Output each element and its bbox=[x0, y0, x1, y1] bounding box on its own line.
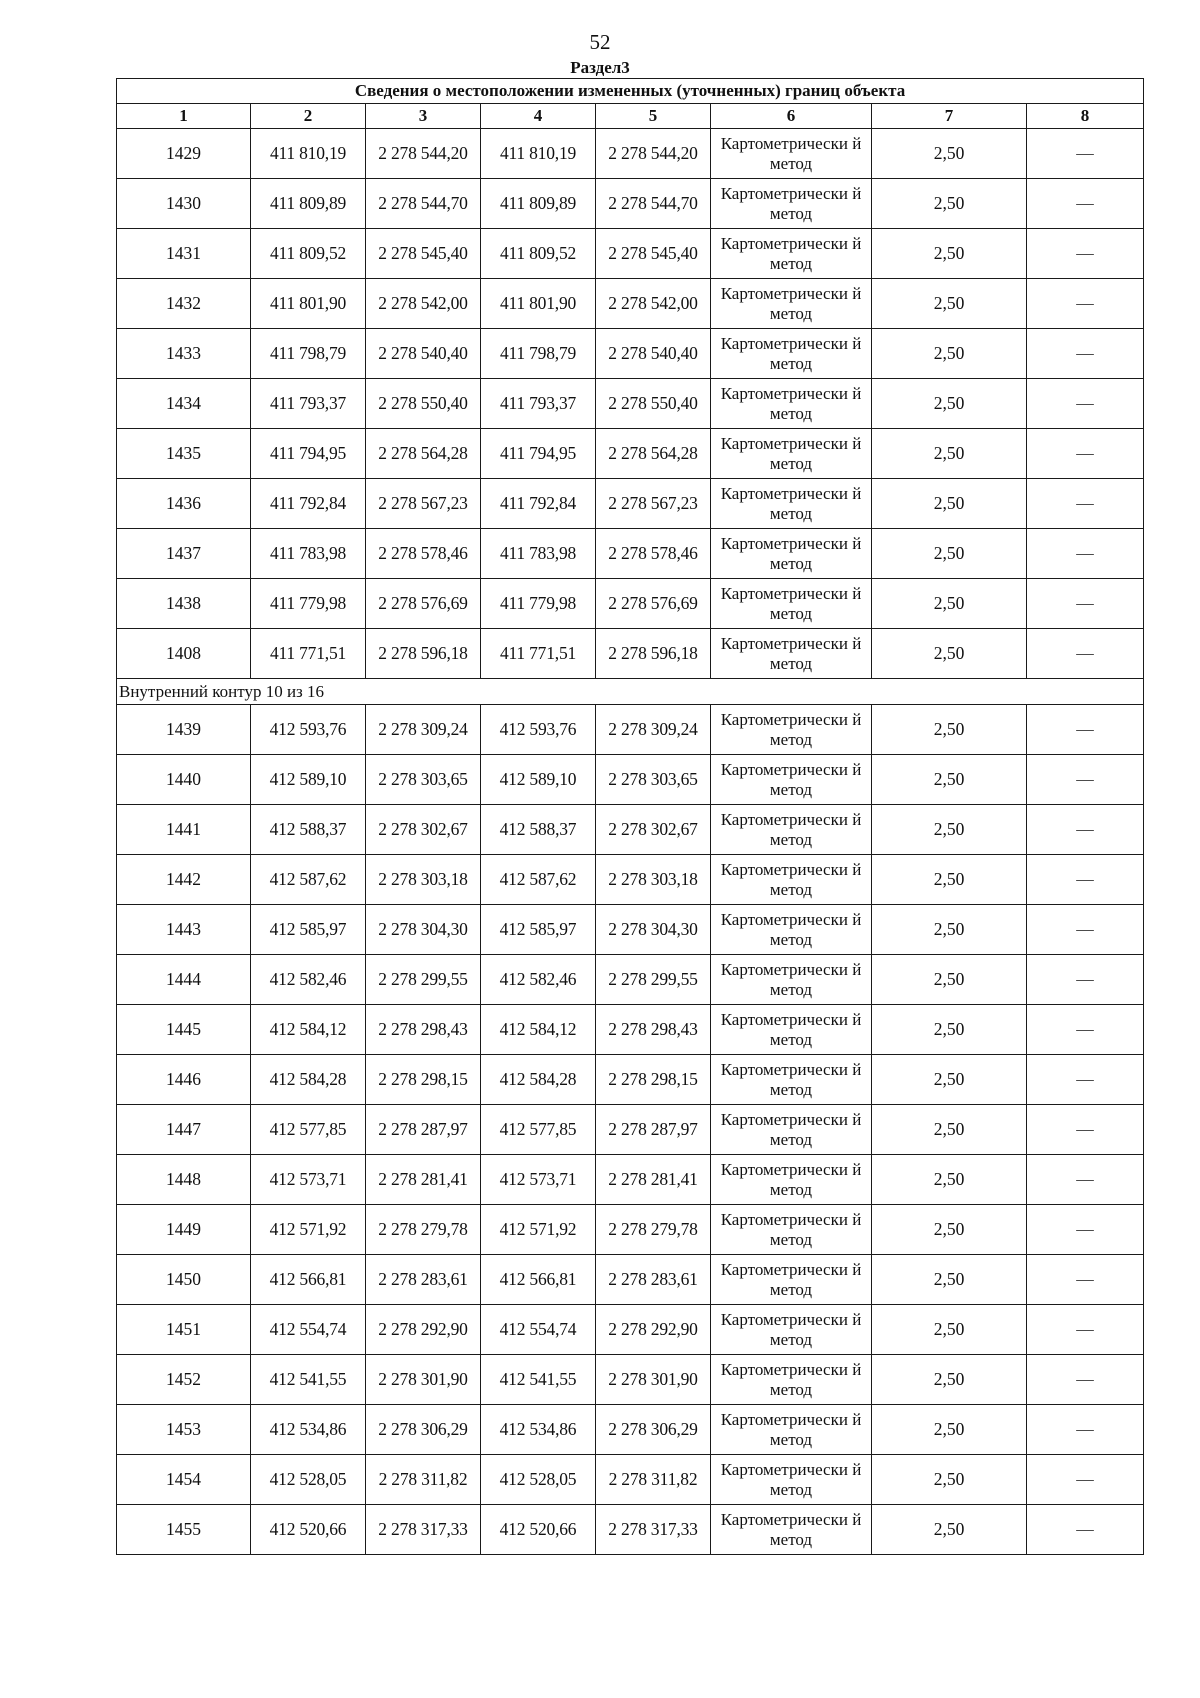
description-cell: — bbox=[1027, 1205, 1144, 1255]
y-coordinate-cell: 2 278 540,40 bbox=[596, 329, 711, 379]
y-coordinate-cell: 2 278 298,43 bbox=[366, 1005, 481, 1055]
method-cell: Картометрически й метод bbox=[711, 479, 872, 529]
column-header: 4 bbox=[481, 104, 596, 129]
x-coordinate-cell: 411 779,98 bbox=[481, 579, 596, 629]
column-header: 6 bbox=[711, 104, 872, 129]
method-cell: Картометрически й метод bbox=[711, 1005, 872, 1055]
description-cell: — bbox=[1027, 1055, 1144, 1105]
x-coordinate-cell: 411 794,95 bbox=[251, 429, 366, 479]
accuracy-cell: 2,50 bbox=[872, 955, 1027, 1005]
x-coordinate-cell: 412 589,10 bbox=[251, 755, 366, 805]
accuracy-cell: 2,50 bbox=[872, 1055, 1027, 1105]
accuracy-cell: 2,50 bbox=[872, 379, 1027, 429]
y-coordinate-cell: 2 278 303,18 bbox=[366, 855, 481, 905]
accuracy-cell: 2,50 bbox=[872, 279, 1027, 329]
y-coordinate-cell: 2 278 299,55 bbox=[366, 955, 481, 1005]
point-number-cell: 1448 bbox=[117, 1155, 251, 1205]
method-cell: Картометрически й метод bbox=[711, 1155, 872, 1205]
description-cell: — bbox=[1027, 279, 1144, 329]
column-header: 5 bbox=[596, 104, 711, 129]
y-coordinate-cell: 2 278 311,82 bbox=[366, 1455, 481, 1505]
accuracy-cell: 2,50 bbox=[872, 229, 1027, 279]
description-cell: — bbox=[1027, 1355, 1144, 1405]
y-coordinate-cell: 2 278 544,20 bbox=[596, 129, 711, 179]
accuracy-cell: 2,50 bbox=[872, 805, 1027, 855]
boundary-table bbox=[116, 78, 1144, 1555]
point-number-cell: 1438 bbox=[117, 579, 251, 629]
table-row bbox=[117, 705, 1144, 755]
method-cell: Картометрически й метод bbox=[711, 279, 872, 329]
y-coordinate-cell: 2 278 304,30 bbox=[596, 905, 711, 955]
y-coordinate-cell: 2 278 302,67 bbox=[366, 805, 481, 855]
y-coordinate-cell: 2 278 306,29 bbox=[596, 1405, 711, 1455]
y-coordinate-cell: 2 278 542,00 bbox=[596, 279, 711, 329]
y-coordinate-cell: 2 278 301,90 bbox=[596, 1355, 711, 1405]
y-coordinate-cell: 2 278 298,15 bbox=[596, 1055, 711, 1105]
x-coordinate-cell: 412 584,28 bbox=[251, 1055, 366, 1105]
accuracy-cell: 2,50 bbox=[872, 1305, 1027, 1355]
method-cell: Картометрически й метод bbox=[711, 629, 872, 679]
accuracy-cell: 2,50 bbox=[872, 1405, 1027, 1455]
method-cell: Картометрически й метод bbox=[711, 1055, 872, 1105]
x-coordinate-cell: 412 554,74 bbox=[251, 1305, 366, 1355]
x-coordinate-cell: 411 809,52 bbox=[251, 229, 366, 279]
method-cell: Картометрически й метод bbox=[711, 1105, 872, 1155]
y-coordinate-cell: 2 278 298,15 bbox=[366, 1055, 481, 1105]
y-coordinate-cell: 2 278 279,78 bbox=[596, 1205, 711, 1255]
y-coordinate-cell: 2 278 303,18 bbox=[596, 855, 711, 905]
column-header: 3 bbox=[366, 104, 481, 129]
x-coordinate-cell: 412 588,37 bbox=[481, 805, 596, 855]
y-coordinate-cell: 2 278 302,67 bbox=[596, 805, 711, 855]
table-row bbox=[117, 379, 1144, 429]
y-coordinate-cell: 2 278 550,40 bbox=[366, 379, 481, 429]
table-row bbox=[117, 479, 1144, 529]
column-header: 2 bbox=[251, 104, 366, 129]
y-coordinate-cell: 2 278 596,18 bbox=[366, 629, 481, 679]
column-header: 1 bbox=[117, 104, 251, 129]
y-coordinate-cell: 2 278 279,78 bbox=[366, 1205, 481, 1255]
table-row bbox=[117, 429, 1144, 479]
method-cell: Картометрически й метод bbox=[711, 329, 872, 379]
x-coordinate-cell: 412 584,28 bbox=[481, 1055, 596, 1105]
accuracy-cell: 2,50 bbox=[872, 1205, 1027, 1255]
x-coordinate-cell: 411 792,84 bbox=[251, 479, 366, 529]
accuracy-cell: 2,50 bbox=[872, 629, 1027, 679]
x-coordinate-cell: 412 593,76 bbox=[251, 705, 366, 755]
table-title-row bbox=[117, 79, 1144, 104]
table-row bbox=[117, 1105, 1144, 1155]
method-cell: Картометрически й метод bbox=[711, 805, 872, 855]
x-coordinate-cell: 411 798,79 bbox=[251, 329, 366, 379]
accuracy-cell: 2,50 bbox=[872, 1255, 1027, 1305]
y-coordinate-cell: 2 278 542,00 bbox=[366, 279, 481, 329]
x-coordinate-cell: 412 585,97 bbox=[251, 905, 366, 955]
table-row bbox=[117, 129, 1144, 179]
x-coordinate-cell: 412 554,74 bbox=[481, 1305, 596, 1355]
x-coordinate-cell: 412 582,46 bbox=[251, 955, 366, 1005]
point-number-cell: 1450 bbox=[117, 1255, 251, 1305]
x-coordinate-cell: 412 528,05 bbox=[481, 1455, 596, 1505]
accuracy-cell: 2,50 bbox=[872, 755, 1027, 805]
x-coordinate-cell: 411 793,37 bbox=[251, 379, 366, 429]
y-coordinate-cell: 2 278 578,46 bbox=[596, 529, 711, 579]
description-cell: — bbox=[1027, 429, 1144, 479]
y-coordinate-cell: 2 278 317,33 bbox=[596, 1505, 711, 1555]
x-coordinate-cell: 412 582,46 bbox=[481, 955, 596, 1005]
method-cell: Картометрически й метод bbox=[711, 529, 872, 579]
method-cell: Картометрически й метод bbox=[711, 379, 872, 429]
accuracy-cell: 2,50 bbox=[872, 1155, 1027, 1205]
x-coordinate-cell: 412 584,12 bbox=[481, 1005, 596, 1055]
x-coordinate-cell: 412 571,92 bbox=[251, 1205, 366, 1255]
method-cell: Картометрически й метод bbox=[711, 755, 872, 805]
point-number-cell: 1442 bbox=[117, 855, 251, 905]
y-coordinate-cell: 2 278 567,23 bbox=[596, 479, 711, 529]
y-coordinate-cell: 2 278 287,97 bbox=[596, 1105, 711, 1155]
page-number: 52 bbox=[589, 30, 611, 54]
y-coordinate-cell: 2 278 578,46 bbox=[366, 529, 481, 579]
description-cell: — bbox=[1027, 479, 1144, 529]
table-row bbox=[117, 1505, 1144, 1555]
y-coordinate-cell: 2 278 309,24 bbox=[366, 705, 481, 755]
accuracy-cell: 2,50 bbox=[872, 905, 1027, 955]
x-coordinate-cell: 411 801,90 bbox=[481, 279, 596, 329]
column-header: 7 bbox=[872, 104, 1027, 129]
accuracy-cell: 2,50 bbox=[872, 479, 1027, 529]
description-cell: — bbox=[1027, 129, 1144, 179]
method-cell: Картометрически й метод bbox=[711, 1305, 872, 1355]
table-row bbox=[117, 1255, 1144, 1305]
x-coordinate-cell: 411 809,52 bbox=[481, 229, 596, 279]
point-number-cell: 1440 bbox=[117, 755, 251, 805]
y-coordinate-cell: 2 278 564,28 bbox=[596, 429, 711, 479]
accuracy-cell: 2,50 bbox=[872, 329, 1027, 379]
method-cell: Картометрически й метод bbox=[711, 1255, 872, 1305]
table-title: Сведения о местоположении измененных (уточненных) границ объекта bbox=[117, 79, 1144, 104]
description-cell: — bbox=[1027, 1005, 1144, 1055]
x-coordinate-cell: 412 534,86 bbox=[251, 1405, 366, 1455]
point-number-cell: 1445 bbox=[117, 1005, 251, 1055]
y-coordinate-cell: 2 278 292,90 bbox=[596, 1305, 711, 1355]
x-coordinate-cell: 411 801,90 bbox=[251, 279, 366, 329]
description-cell: — bbox=[1027, 855, 1144, 905]
x-coordinate-cell: 411 809,89 bbox=[481, 179, 596, 229]
x-coordinate-cell: 412 520,66 bbox=[251, 1505, 366, 1555]
point-number-cell: 1431 bbox=[117, 229, 251, 279]
x-coordinate-cell: 411 792,84 bbox=[481, 479, 596, 529]
x-coordinate-cell: 412 587,62 bbox=[251, 855, 366, 905]
method-cell: Картометрически й метод bbox=[711, 429, 872, 479]
description-cell: — bbox=[1027, 1255, 1144, 1305]
table-row bbox=[117, 179, 1144, 229]
section-label: Раздел3 bbox=[570, 58, 630, 77]
y-coordinate-cell: 2 278 317,33 bbox=[366, 1505, 481, 1555]
y-coordinate-cell: 2 278 545,40 bbox=[596, 229, 711, 279]
x-coordinate-cell: 412 577,85 bbox=[481, 1105, 596, 1155]
accuracy-cell: 2,50 bbox=[872, 1505, 1027, 1555]
x-coordinate-cell: 412 589,10 bbox=[481, 755, 596, 805]
method-cell: Картометрически й метод bbox=[711, 579, 872, 629]
y-coordinate-cell: 2 278 303,65 bbox=[366, 755, 481, 805]
table-body bbox=[117, 129, 1144, 1555]
method-cell: Картометрически й метод bbox=[711, 1205, 872, 1255]
description-cell: — bbox=[1027, 1105, 1144, 1155]
method-cell: Картометрически й метод bbox=[711, 905, 872, 955]
table-row bbox=[117, 1305, 1144, 1355]
y-coordinate-cell: 2 278 540,40 bbox=[366, 329, 481, 379]
x-coordinate-cell: 412 593,76 bbox=[481, 705, 596, 755]
y-coordinate-cell: 2 278 301,90 bbox=[366, 1355, 481, 1405]
table-row bbox=[117, 579, 1144, 629]
table-row bbox=[117, 755, 1144, 805]
point-number-cell: 1429 bbox=[117, 129, 251, 179]
table-row bbox=[117, 1405, 1144, 1455]
point-number-cell: 1437 bbox=[117, 529, 251, 579]
description-cell: — bbox=[1027, 1155, 1144, 1205]
y-coordinate-cell: 2 278 596,18 bbox=[596, 629, 711, 679]
x-coordinate-cell: 411 798,79 bbox=[481, 329, 596, 379]
y-coordinate-cell: 2 278 544,70 bbox=[596, 179, 711, 229]
point-number-cell: 1452 bbox=[117, 1355, 251, 1405]
y-coordinate-cell: 2 278 564,28 bbox=[366, 429, 481, 479]
point-number-cell: 1441 bbox=[117, 805, 251, 855]
point-number-cell: 1451 bbox=[117, 1305, 251, 1355]
point-number-cell: 1453 bbox=[117, 1405, 251, 1455]
x-coordinate-cell: 412 585,97 bbox=[481, 905, 596, 955]
table-row bbox=[117, 955, 1144, 1005]
point-number-cell: 1430 bbox=[117, 179, 251, 229]
x-coordinate-cell: 412 573,71 bbox=[251, 1155, 366, 1205]
x-coordinate-cell: 411 771,51 bbox=[481, 629, 596, 679]
x-coordinate-cell: 411 810,19 bbox=[251, 129, 366, 179]
description-cell: — bbox=[1027, 1405, 1144, 1455]
point-number-cell: 1432 bbox=[117, 279, 251, 329]
x-coordinate-cell: 411 794,95 bbox=[481, 429, 596, 479]
y-coordinate-cell: 2 278 292,90 bbox=[366, 1305, 481, 1355]
column-header: 8 bbox=[1027, 104, 1144, 129]
method-cell: Картометрически й метод bbox=[711, 855, 872, 905]
table-row bbox=[117, 329, 1144, 379]
x-coordinate-cell: 412 584,12 bbox=[251, 1005, 366, 1055]
description-cell: — bbox=[1027, 1505, 1144, 1555]
method-cell: Картометрически й метод bbox=[711, 1505, 872, 1555]
y-coordinate-cell: 2 278 544,20 bbox=[366, 129, 481, 179]
accuracy-cell: 2,50 bbox=[872, 1105, 1027, 1155]
x-coordinate-cell: 412 534,86 bbox=[481, 1405, 596, 1455]
y-coordinate-cell: 2 278 283,61 bbox=[366, 1255, 481, 1305]
y-coordinate-cell: 2 278 311,82 bbox=[596, 1455, 711, 1505]
accuracy-cell: 2,50 bbox=[872, 129, 1027, 179]
accuracy-cell: 2,50 bbox=[872, 1455, 1027, 1505]
description-cell: — bbox=[1027, 1305, 1144, 1355]
x-coordinate-cell: 412 541,55 bbox=[251, 1355, 366, 1405]
x-coordinate-cell: 412 588,37 bbox=[251, 805, 366, 855]
point-number-cell: 1449 bbox=[117, 1205, 251, 1255]
table-row bbox=[117, 629, 1144, 679]
description-cell: — bbox=[1027, 329, 1144, 379]
point-number-cell: 1443 bbox=[117, 905, 251, 955]
table-row bbox=[117, 1055, 1144, 1105]
x-coordinate-cell: 411 793,37 bbox=[481, 379, 596, 429]
x-coordinate-cell: 412 541,55 bbox=[481, 1355, 596, 1405]
table-header-row bbox=[117, 104, 1144, 129]
x-coordinate-cell: 411 810,19 bbox=[481, 129, 596, 179]
description-cell: — bbox=[1027, 905, 1144, 955]
table-row bbox=[117, 1005, 1144, 1055]
description-cell: — bbox=[1027, 1455, 1144, 1505]
x-coordinate-cell: 411 779,98 bbox=[251, 579, 366, 629]
point-number-cell: 1408 bbox=[117, 629, 251, 679]
y-coordinate-cell: 2 278 304,30 bbox=[366, 905, 481, 955]
x-coordinate-cell: 412 566,81 bbox=[251, 1255, 366, 1305]
y-coordinate-cell: 2 278 287,97 bbox=[366, 1105, 481, 1155]
point-number-cell: 1435 bbox=[117, 429, 251, 479]
table-row bbox=[117, 1455, 1144, 1505]
method-cell: Картометрически й метод bbox=[711, 129, 872, 179]
description-cell: — bbox=[1027, 379, 1144, 429]
x-coordinate-cell: 412 573,71 bbox=[481, 1155, 596, 1205]
point-number-cell: 1455 bbox=[117, 1505, 251, 1555]
x-coordinate-cell: 412 528,05 bbox=[251, 1455, 366, 1505]
x-coordinate-cell: 412 571,92 bbox=[481, 1205, 596, 1255]
y-coordinate-cell: 2 278 303,65 bbox=[596, 755, 711, 805]
point-number-cell: 1433 bbox=[117, 329, 251, 379]
y-coordinate-cell: 2 278 576,69 bbox=[596, 579, 711, 629]
table-row bbox=[117, 229, 1144, 279]
y-coordinate-cell: 2 278 545,40 bbox=[366, 229, 481, 279]
method-cell: Картометрически й метод bbox=[711, 179, 872, 229]
x-coordinate-cell: 411 809,89 bbox=[251, 179, 366, 229]
x-coordinate-cell: 412 520,66 bbox=[481, 1505, 596, 1555]
accuracy-cell: 2,50 bbox=[872, 1005, 1027, 1055]
description-cell: — bbox=[1027, 179, 1144, 229]
table-row bbox=[117, 1205, 1144, 1255]
method-cell: Картометрически й метод bbox=[711, 229, 872, 279]
description-cell: — bbox=[1027, 705, 1144, 755]
table-row bbox=[117, 529, 1144, 579]
accuracy-cell: 2,50 bbox=[872, 179, 1027, 229]
x-coordinate-cell: 411 771,51 bbox=[251, 629, 366, 679]
y-coordinate-cell: 2 278 306,29 bbox=[366, 1405, 481, 1455]
table-row bbox=[117, 1155, 1144, 1205]
accuracy-cell: 2,50 bbox=[872, 529, 1027, 579]
y-coordinate-cell: 2 278 281,41 bbox=[366, 1155, 481, 1205]
description-cell: — bbox=[1027, 629, 1144, 679]
table-row bbox=[117, 805, 1144, 855]
method-cell: Картометрически й метод bbox=[711, 705, 872, 755]
point-number-cell: 1454 bbox=[117, 1455, 251, 1505]
table-row bbox=[117, 279, 1144, 329]
method-cell: Картометрически й метод bbox=[711, 1405, 872, 1455]
y-coordinate-cell: 2 278 550,40 bbox=[596, 379, 711, 429]
x-coordinate-cell: 412 577,85 bbox=[251, 1105, 366, 1155]
x-coordinate-cell: 412 587,62 bbox=[481, 855, 596, 905]
y-coordinate-cell: 2 278 567,23 bbox=[366, 479, 481, 529]
y-coordinate-cell: 2 278 281,41 bbox=[596, 1155, 711, 1205]
accuracy-cell: 2,50 bbox=[872, 579, 1027, 629]
y-coordinate-cell: 2 278 283,61 bbox=[596, 1255, 711, 1305]
accuracy-cell: 2,50 bbox=[872, 855, 1027, 905]
y-coordinate-cell: 2 278 576,69 bbox=[366, 579, 481, 629]
point-number-cell: 1439 bbox=[117, 705, 251, 755]
point-number-cell: 1436 bbox=[117, 479, 251, 529]
table-row bbox=[117, 905, 1144, 955]
x-coordinate-cell: 411 783,98 bbox=[251, 529, 366, 579]
y-coordinate-cell: 2 278 544,70 bbox=[366, 179, 481, 229]
description-cell: — bbox=[1027, 229, 1144, 279]
description-cell: — bbox=[1027, 955, 1144, 1005]
method-cell: Картометрически й метод bbox=[711, 1355, 872, 1405]
description-cell: — bbox=[1027, 529, 1144, 579]
contour-row bbox=[117, 679, 1144, 705]
description-cell: — bbox=[1027, 579, 1144, 629]
point-number-cell: 1434 bbox=[117, 379, 251, 429]
table-row bbox=[117, 855, 1144, 905]
method-cell: Картометрически й метод bbox=[711, 1455, 872, 1505]
accuracy-cell: 2,50 bbox=[872, 705, 1027, 755]
accuracy-cell: 2,50 bbox=[872, 429, 1027, 479]
description-cell: — bbox=[1027, 755, 1144, 805]
point-number-cell: 1444 bbox=[117, 955, 251, 1005]
table-row bbox=[117, 1355, 1144, 1405]
contour-label: Внутренний контур 10 из 16 bbox=[117, 679, 1144, 705]
point-number-cell: 1447 bbox=[117, 1105, 251, 1155]
y-coordinate-cell: 2 278 298,43 bbox=[596, 1005, 711, 1055]
x-coordinate-cell: 412 566,81 bbox=[481, 1255, 596, 1305]
method-cell: Картометрически й метод bbox=[711, 955, 872, 1005]
accuracy-cell: 2,50 bbox=[872, 1355, 1027, 1405]
y-coordinate-cell: 2 278 299,55 bbox=[596, 955, 711, 1005]
point-number-cell: 1446 bbox=[117, 1055, 251, 1105]
description-cell: — bbox=[1027, 805, 1144, 855]
x-coordinate-cell: 411 783,98 bbox=[481, 529, 596, 579]
y-coordinate-cell: 2 278 309,24 bbox=[596, 705, 711, 755]
